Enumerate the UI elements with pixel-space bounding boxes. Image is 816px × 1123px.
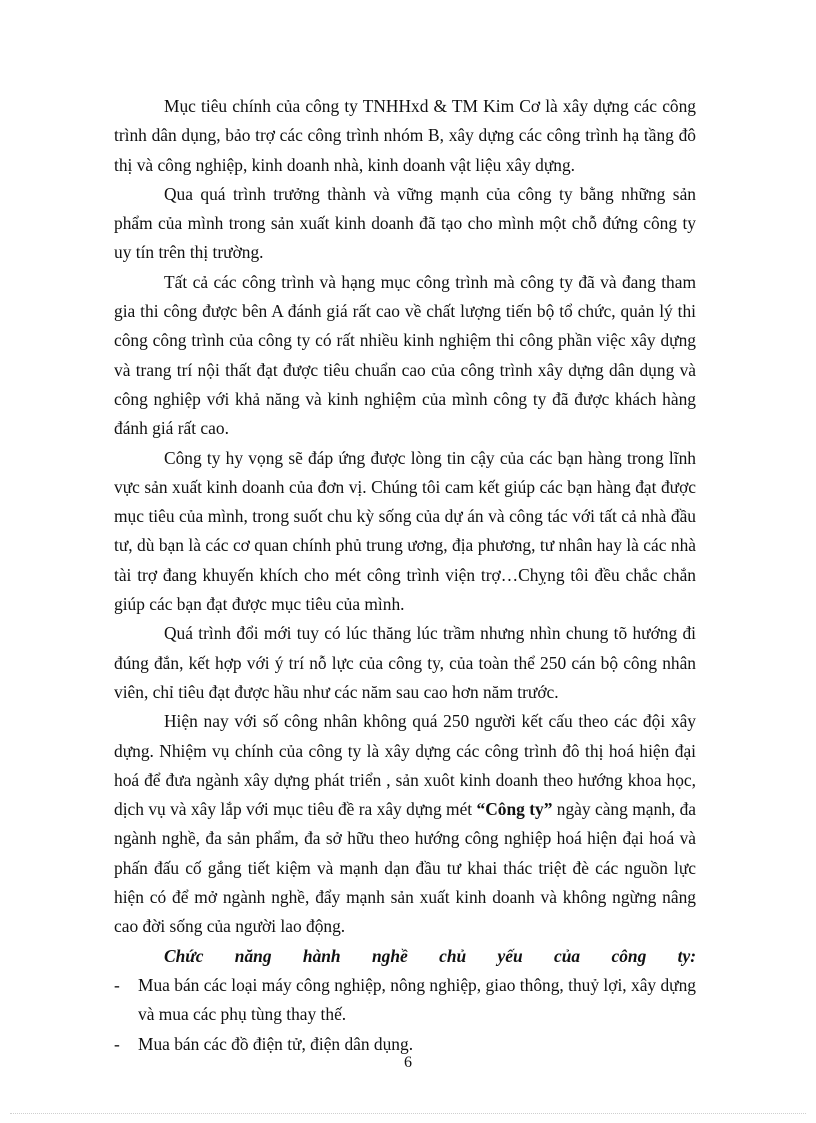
page-bottom-border <box>10 1113 806 1114</box>
paragraph-current-status-text-2: ngày càng mạnh, đa ngành nghề, đa sản phẩm, đa sở hữu theo hướng công nghiệp hoá hiện đại hoá và phấn đấu cố gắng tiết kiệm và mạnh dạn đầu tư khai thác triệt đè các nguồn lực hiện có để mở ngành nghề, đẩy mạnh sản xuất kinh doanh và không ngừng nâng cao đời sống của người lao động. <box>114 799 696 937</box>
page-number: 6 <box>404 1054 412 1071</box>
list-item <box>114 971 696 1030</box>
bullet-marker: - <box>114 1033 120 1054</box>
section-heading-functions: Chức năng hành nghề chủ yếu của công ty: <box>164 945 696 966</box>
paragraph-growth: Qua quá trình trưởng thành và vững mạnh của công ty bằng những sản phẩm của mình trong sản xuất kinh doanh đã tạo cho mình một chỗ đứng công ty uy tín trên thị trường. <box>114 183 696 263</box>
list-item-text: Mua bán các loại máy công nghiệp, nông nghiệp, giao thông, thuỷ lợi, xây dựng và mua các phụ tùng thay thế. <box>138 974 696 1025</box>
bullet-marker: - <box>114 974 120 995</box>
paragraph-current-status <box>114 707 696 941</box>
company-emphasis: “Công ty” <box>476 799 553 820</box>
paragraph-current-status-text-1: Hiện nay với số công nhân không quá 250 người kết cấu theo các đội xây dựng. Nhiệm vụ chính của công ty là xây dựng các công trình đô thị hoá hiện đại hoá để đưa ngành xây dựng phát triển , sản xuôt kinh doanh theo hướng khoa học, dịch vụ và xây lắp với mục tiêu đề ra xây dựng mét <box>114 711 696 820</box>
paragraph-projects: Tất cả các công trình và hạng mục công trình mà công ty đã và đang tham gia thi công được bên A đánh giá rất cao về chất lượng tiến bộ tổ chức, quản lý thi công công trình của công ty có rất nhiều kinh nghiệm thi công phần việc xây dựng và trang trí nội thất đạt được tiêu chuẩn cao của công trình xây dựng dân dụng và công nghiệp với khả năng và kinh nghiệm của mình công ty đã được khách hàng đánh giá rất cao. <box>114 271 696 439</box>
paragraph-goals: Mục tiêu chính của công ty TNHHxd & TM Kim Cơ là xây dựng các công trình dân dụng, bảo trợ các công trình nhóm B, xây dựng các công trình hạ tầng đô thị và công nghiệp, kinh doanh nhà, kinh doanh vật liệu xây dựng. <box>114 96 696 175</box>
paragraph-commitment: Công ty hy vọng sẽ đáp ứng được lòng tin cậy của các bạn hàng trong lĩnh vực sản xuất kinh doanh của đơn vị. Chúng tôi cam kết giúp các bạn hàng đạt được mục tiêu của mình, trong suốt chu kỳ sống của dự án và công tác với tất cả nhà đầu tư, dù bạn là các cơ quan chính phủ trung ương, địa phương, tư nhân hay là các nhà tài trợ đang khuyến khích cho mét công trình viện trợ…Chỵng tôi đều chắc chắn giúp các bạn đạt được mục tiêu của mình. <box>114 447 696 615</box>
list-item-text: Mua bán các đồ điện tử, điện dân dụng. <box>138 1033 414 1054</box>
page-body <box>114 92 696 1059</box>
paragraph-renewal: Quá trình đổi mới tuy có lúc thăng lúc trầm nhưng nhìn chung tõ hướng đi đúng đắn, kết hợp với ý trí nỗ lực của công ty, của toàn thể 250 cán bộ công nhân viên, chỉ tiêu đạt được hầu như các năm sau cao hơn năm trước. <box>114 623 696 702</box>
